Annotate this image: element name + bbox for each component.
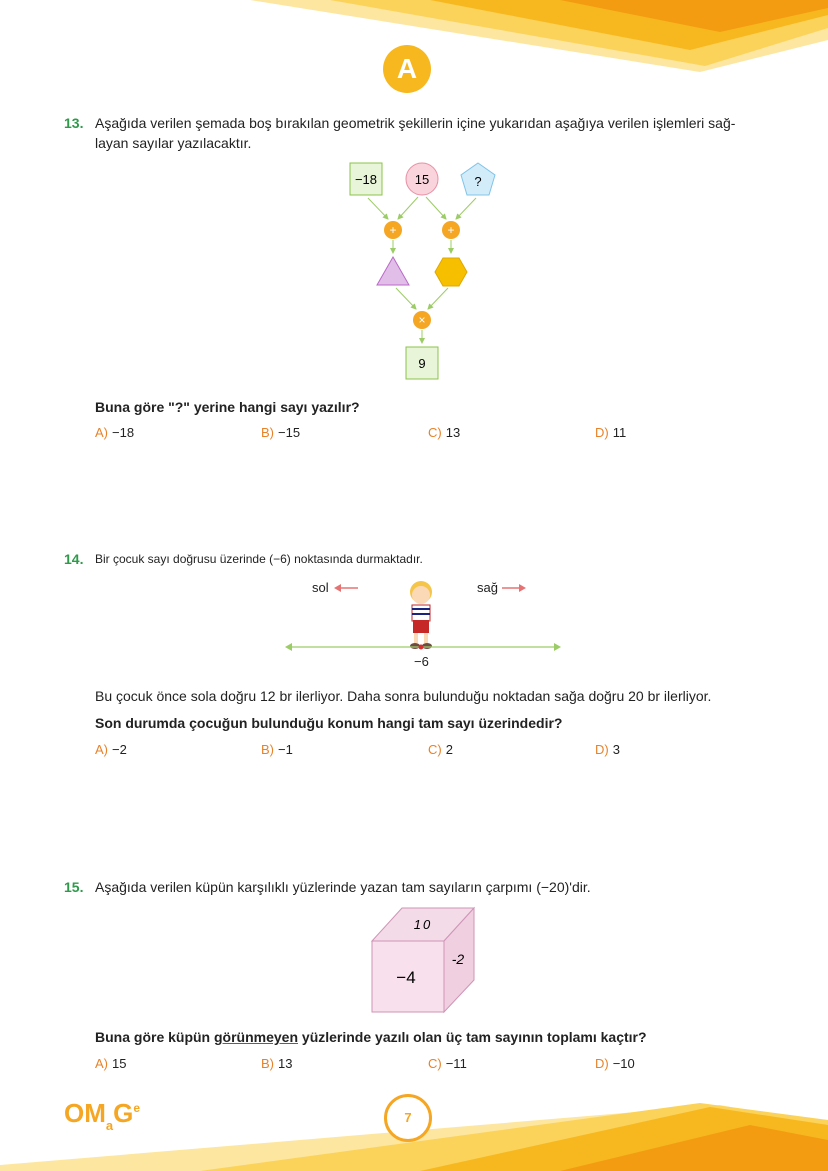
page-number: 7 xyxy=(404,1110,412,1125)
q15-question-pre: Buna göre küpün xyxy=(95,1029,214,1045)
q13-text-line2: layan sayılar yazılacaktır. xyxy=(95,135,252,151)
q14-number: 14. xyxy=(64,551,84,567)
q14-option-d[interactable]: D) 3 xyxy=(595,742,620,757)
cube-top-value: 10 xyxy=(413,917,433,932)
section-badge-label: A xyxy=(396,53,418,84)
q14-option-b[interactable]: B) −1 xyxy=(261,742,293,757)
q14-option-c[interactable]: C) 2 xyxy=(428,742,453,757)
footer-logo xyxy=(64,1098,140,1133)
q15-question-underlined: görünmeyen xyxy=(214,1029,299,1045)
q13-result-value: 9 xyxy=(418,356,426,371)
cube-side-value: -2 xyxy=(451,951,465,967)
q13-circle-value: 15 xyxy=(414,172,430,187)
q14-question: Son durumda çocuğun bulunduğu konum hangi tam sayı üzerindedir? xyxy=(95,715,563,731)
cube-front-value: −4 xyxy=(396,968,416,987)
logo-sup: e xyxy=(133,1101,141,1115)
q13-times-sign: × xyxy=(418,313,426,327)
q14-left-label: sol xyxy=(312,580,329,595)
q13-number: 13. xyxy=(64,115,84,131)
q14-point-label: −6 xyxy=(414,654,429,669)
q15-text: Aşağıda verilen küpün karşılıklı yüzlerinde yazan tam sayıların çarpımı (−20)'dir. xyxy=(95,879,591,895)
q15-option-b[interactable]: B) 13 xyxy=(261,1056,293,1071)
q13-option-a[interactable]: A) −18 xyxy=(95,425,135,440)
point-marker xyxy=(419,645,424,650)
q14-text2: Bu çocuk önce sola doğru 12 br ilerliyor. Daha sonra bulunduğu noktadan sağa doğru 20 br ilerliyor. xyxy=(95,688,712,704)
logo-part1: OM xyxy=(64,1098,106,1128)
number-line xyxy=(285,640,561,654)
q13-option-d[interactable]: D) 11 xyxy=(595,425,627,440)
q13-question: Buna göre "?" yerine hangi sayı yazılır? xyxy=(95,399,360,415)
q13-plus-sign-right: + xyxy=(447,223,455,237)
q14-right-label: sağ xyxy=(477,580,498,595)
q13-text-line1: Aşağıda verilen şemada boş bırakılan geometrik şekillerin içine yukarıdan aşağıya verilen işlemleri sağ- xyxy=(95,115,736,131)
q14-text: Bir çocuk sayı doğrusu üzerinde (−6) noktasında durmaktadır. xyxy=(95,552,423,566)
q13-square-value: −18 xyxy=(354,172,378,187)
q13-option-c[interactable]: C) 13 xyxy=(428,425,461,440)
q13-diagram xyxy=(340,155,510,385)
left-arrow-icon xyxy=(334,582,360,594)
logo-part2: G xyxy=(113,1098,134,1128)
q14-option-a[interactable]: A) −2 xyxy=(95,742,127,757)
q15-option-d[interactable]: D) −10 xyxy=(595,1056,635,1071)
q13-pentagon-value: ? xyxy=(474,174,482,189)
cube xyxy=(368,904,480,1016)
q13-plus-sign-left: + xyxy=(389,223,397,237)
logo-sub: a xyxy=(105,1118,114,1133)
q15-number: 15. xyxy=(64,879,84,895)
right-arrow-icon xyxy=(500,582,526,594)
q15-question-post: yüzlerinde yazılı olan üç tam sayının toplamı kaçtır? xyxy=(298,1029,647,1045)
q13-hexagon xyxy=(435,258,467,286)
q13-option-b[interactable]: B) −15 xyxy=(261,425,301,440)
q13-triangle xyxy=(377,257,409,285)
q15-option-c[interactable]: C) −11 xyxy=(428,1056,467,1071)
q15-question xyxy=(95,1029,647,1045)
q15-option-a[interactable]: A) 15 xyxy=(95,1056,127,1071)
